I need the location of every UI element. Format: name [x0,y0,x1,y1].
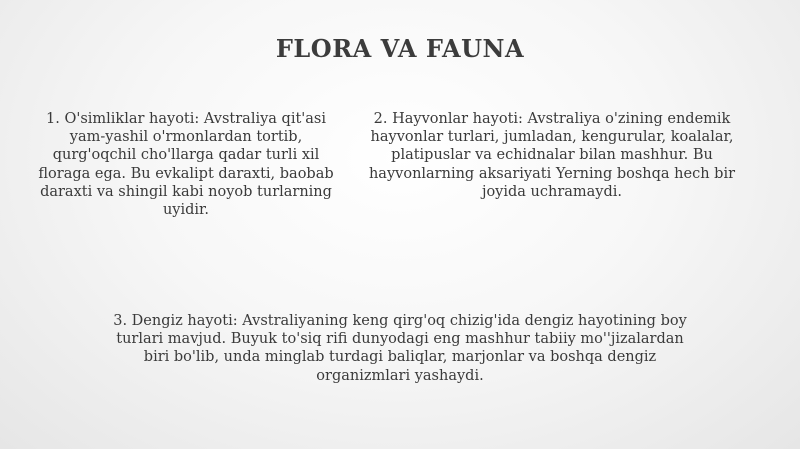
text-block-plant-life: 1. O'simliklar hayoti: Avstraliya qit'asi yam-yashil o'rmonlardan tortib, qurg'oqchil cho'llarga qadar turli xil floraga ega. Bu evkalipt daraxti, baobab daraxti va shingil kabi noyob turlarning uyidir. [38,111,334,219]
text-block-animal-life: 2. Hayvonlar hayoti: Avstraliya o'zining endemik hayvonlar turlari, jumladan, kengurular, koalalar, platipuslar va echidnalar bilan mashhur. Bu hayvonlarning aksariyati Yerning boshqa hech bir joyida uchramaydi. [368,111,736,200]
slide-title: FLORA VA FAUNA [275,34,525,63]
text-block-marine-life: 3. Dengiz hayoti: Avstraliyaning keng qirg'oq chizig'ida dengiz hayotining boy turlari mavjud. Buyuk to'siq rifi dunyodagi eng mashhur tabiiy mo''jizalardan biri bo'lib, unda minglab turdagi baliqlar, marjonlar va boshqa dengiz organizmlari yashaydi. [113,313,687,384]
